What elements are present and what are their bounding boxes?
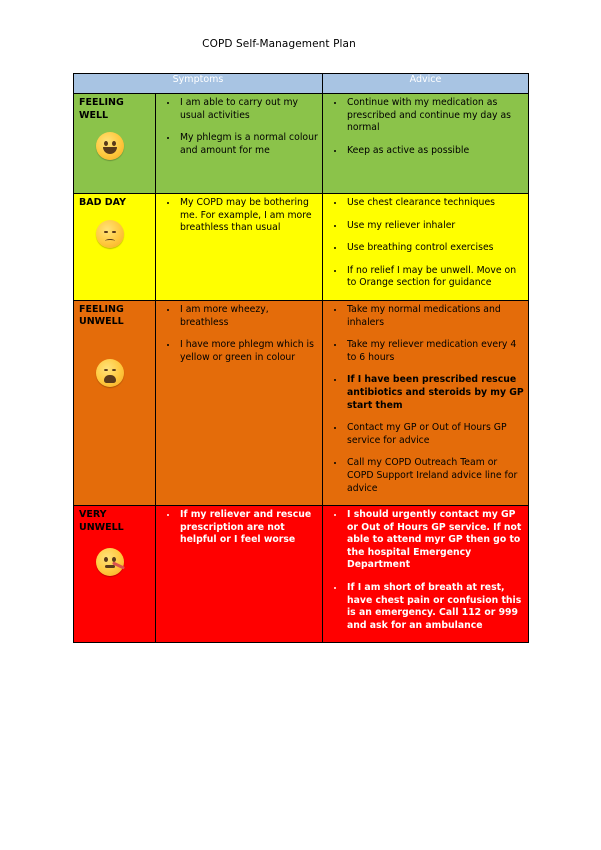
weary-face-icon bbox=[96, 359, 124, 387]
zone-label: VERY UNWELL bbox=[79, 509, 124, 533]
page-title: COPD Self-Management Plan bbox=[202, 38, 356, 50]
zone-label-cell bbox=[74, 194, 156, 301]
list-item: • I should urgently contact my GP or Out of Hours GP service. If not able to attend myr GP then go to the hospital Emergency Department bbox=[345, 509, 524, 572]
list-item: • I have more phlegm which is yellow or green in colour bbox=[178, 339, 318, 364]
face-with-thermometer-icon bbox=[96, 548, 124, 576]
self-management-plan-table bbox=[73, 73, 529, 643]
advice-cell bbox=[323, 300, 529, 505]
pensive-face-icon bbox=[96, 220, 124, 248]
list-item: • Contact my GP or Out of Hours GP service for advice bbox=[345, 422, 524, 447]
list-item: • I am more wheezy, breathless bbox=[178, 304, 318, 329]
symptoms-cell bbox=[156, 94, 323, 194]
list-item: • Use my reliever inhaler bbox=[345, 220, 524, 233]
list-item: • If I am short of breath at rest, have chest pain or confusion this is an emergency. Call 112 or 999 and ask for an ambulance bbox=[345, 582, 524, 632]
grinning-face-icon bbox=[96, 132, 124, 160]
symptoms-cell bbox=[156, 506, 323, 643]
zone-label-cell bbox=[74, 506, 156, 643]
advice-header: Advice bbox=[323, 74, 529, 94]
zone-label-cell bbox=[74, 94, 156, 194]
symptoms-cell bbox=[156, 194, 323, 301]
zone-label: BAD DAY bbox=[79, 197, 126, 208]
list-item: • My COPD may be bothering me. For example, I am more breathless than usual bbox=[178, 197, 318, 235]
advice-cell bbox=[323, 506, 529, 643]
list-item: • Continue with my medication as prescribed and continue my day as normal bbox=[345, 97, 524, 135]
list-item: • My phlegm is a normal colour and amount for me bbox=[178, 132, 318, 157]
list-item: • If I have been prescribed rescue antibiotics and steroids by my GP start them bbox=[345, 374, 524, 412]
zone-label-cell bbox=[74, 300, 156, 505]
symptoms-header: Symptoms bbox=[74, 74, 323, 94]
list-item: • If no relief I may be unwell. Move on to Orange section for guidance bbox=[345, 265, 524, 290]
list-item: • I am able to carry out my usual activities bbox=[178, 97, 318, 122]
zone-row-very-unwell bbox=[74, 506, 529, 643]
advice-cell bbox=[323, 94, 529, 194]
list-item: • If my reliever and rescue prescription are not helpful or I feel worse bbox=[178, 509, 318, 547]
zone-row-bad-day bbox=[74, 194, 529, 301]
list-item: • Keep as active as possible bbox=[345, 145, 524, 158]
zone-row-feeling-well bbox=[74, 94, 529, 194]
list-item: • Call my COPD Outreach Team or COPD Support Ireland advice line for advice bbox=[345, 457, 524, 495]
zone-row-feeling-unwell bbox=[74, 300, 529, 505]
list-item: • Use chest clearance techniques bbox=[345, 197, 524, 210]
zone-label: FEELING UNWELL bbox=[79, 303, 124, 328]
symptoms-cell bbox=[156, 300, 323, 505]
table-header-row bbox=[74, 74, 529, 94]
list-item: • Take my reliever medication every 4 to 6 hours bbox=[345, 339, 524, 364]
zone-label: FEELING WELL bbox=[79, 97, 124, 121]
list-item: • Use breathing control exercises bbox=[345, 242, 524, 255]
advice-cell bbox=[323, 194, 529, 301]
list-item: • Take my normal medications and inhalers bbox=[345, 304, 524, 329]
